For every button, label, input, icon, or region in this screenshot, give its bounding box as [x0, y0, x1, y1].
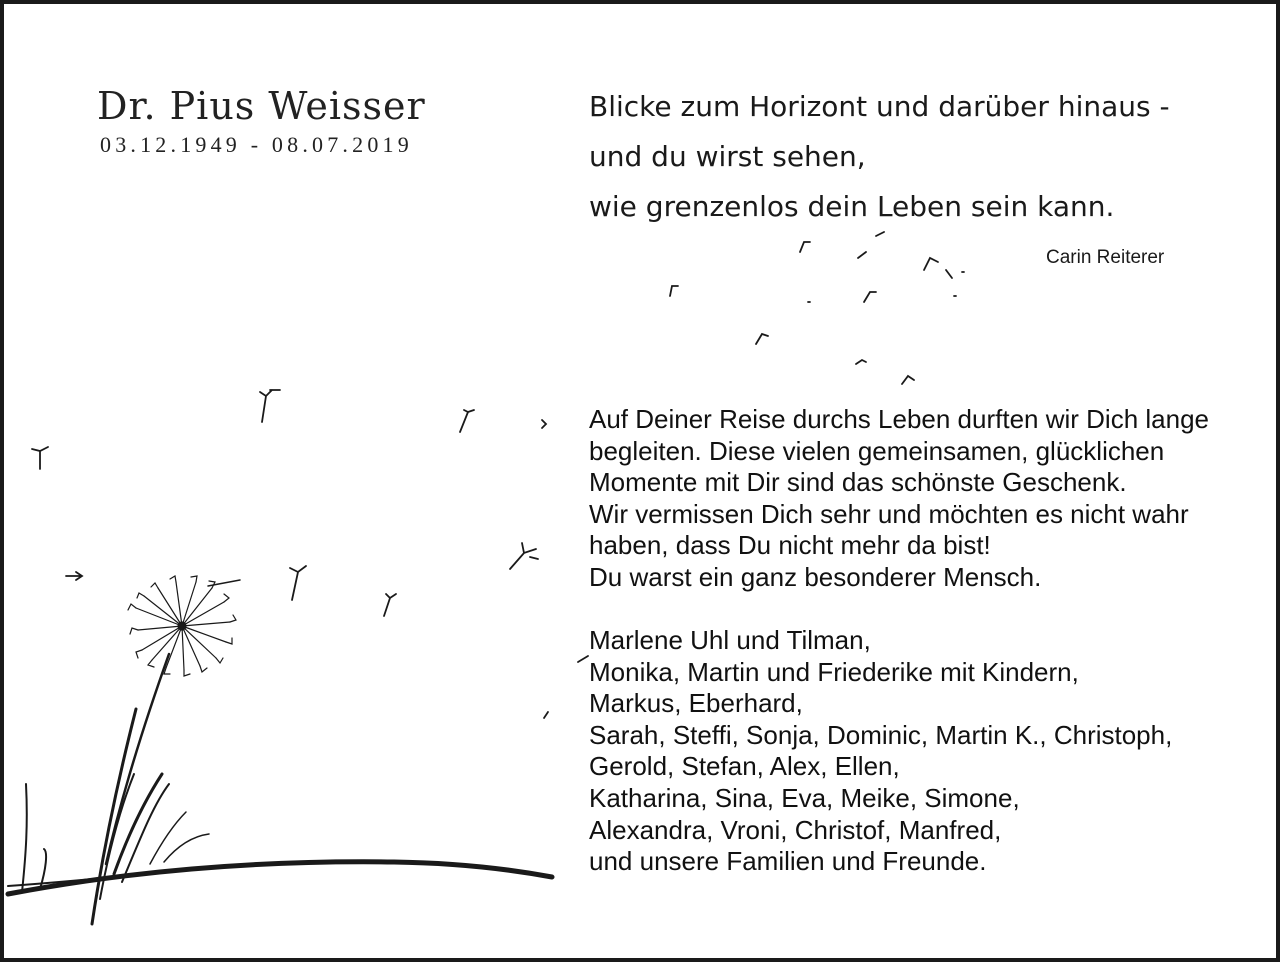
mourners-line: Katharina, Sina, Eva, Meike, Simone, [589, 782, 1020, 813]
mourners-line: Sarah, Steffi, Sonja, Dominic, Martin K., Christoph, [589, 719, 1173, 750]
message-line: Momente mit Dir sind das schönste Geschenk. [589, 467, 1127, 497]
mourners-line: Alexandra, Vroni, Christof, Manfred, [589, 814, 1002, 845]
quote-line: Blicke zum Horizont und darüber hinaus - [589, 90, 1170, 123]
message-line: begleiten. Diese vielen gemeinsamen, glücklichen [589, 435, 1165, 466]
message-line: haben, dass Du nicht mehr da bist! [589, 530, 991, 560]
mourners-line: Markus, Eberhard, [589, 688, 803, 719]
deceased-name: Dr. Pius Weisser [97, 84, 426, 128]
life-dates: 03.12.1949 - 08.07.2019 [100, 132, 413, 157]
message-line: Du warst ein ganz besonderer Mensch. [589, 561, 1042, 592]
mourners-list [589, 625, 1172, 878]
message-line: Auf Deiner Reise durchs Leben durften wir Dich lange [589, 404, 1210, 434]
ground-line [8, 862, 552, 894]
memorial-message [589, 404, 1209, 593]
quote [589, 82, 1170, 232]
mourners-line: und unsere Familien und Freunde. [589, 846, 987, 877]
mourners-line: Gerold, Stefan, Alex, Ellen, [589, 751, 900, 782]
mourners-line: Marlene Uhl und Tilman, [589, 625, 871, 655]
quote-author: Carin Reiterer [1046, 247, 1165, 268]
mourners-line: Monika, Martin und Friederike mit Kindern, [589, 656, 1079, 687]
quote-line: wie grenzenlos dein Leben sein kann. [589, 190, 1115, 223]
seed-head [128, 576, 240, 676]
message-line: Wir vermissen Dich sehr und möchten es nicht wahr [589, 498, 1189, 529]
quote-line: und du wirst sehen, [589, 140, 866, 173]
